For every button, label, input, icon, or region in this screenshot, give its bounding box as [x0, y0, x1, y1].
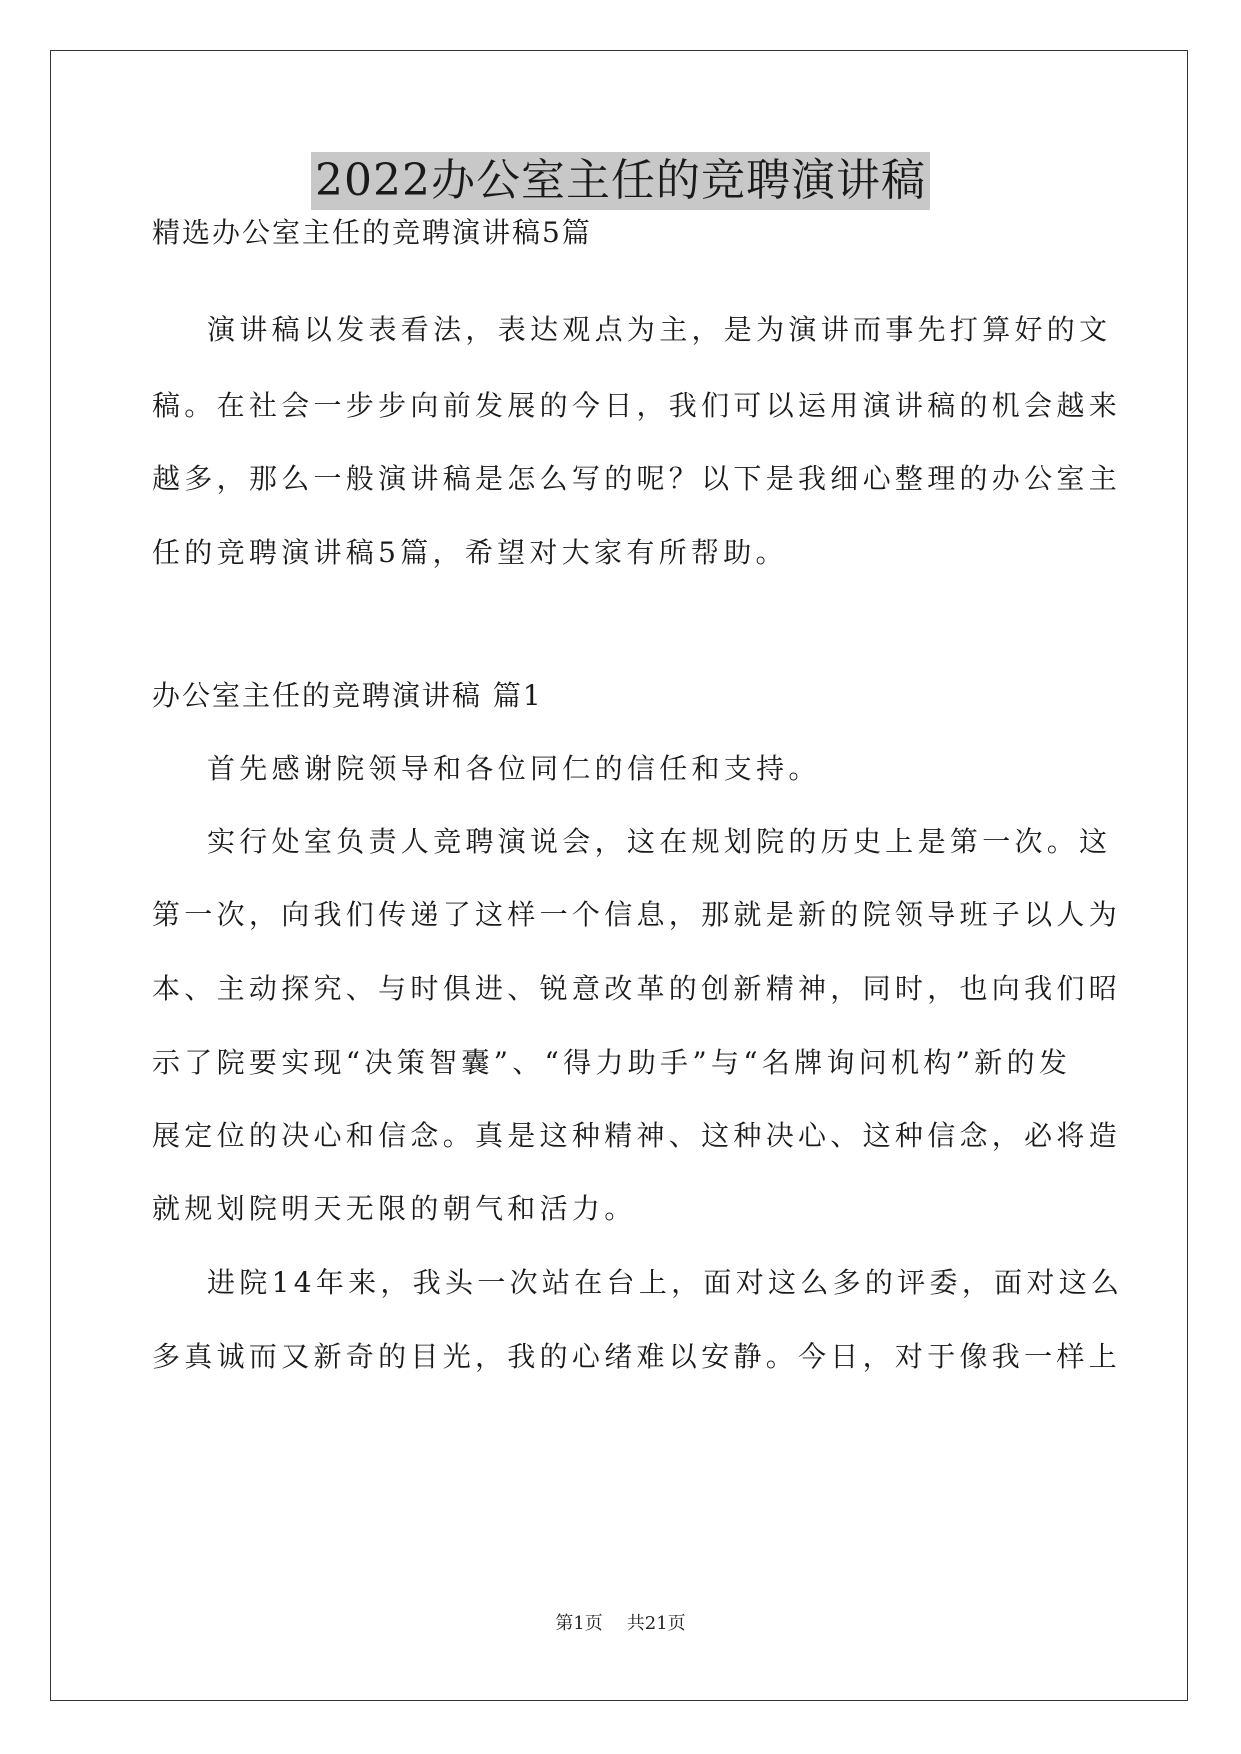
intro-line: 稿。在社会一步步向前发展的今日，我们可以运用演讲稿的机会越来	[152, 389, 1122, 422]
intro-line: 演讲稿以发表看法，表达观点为主，是为演讲而事先打算好的文	[207, 313, 1112, 346]
page-border	[50, 50, 1188, 1701]
body-line: 展定位的决心和信念。真是这种精神、这种决心、这种信念，必将造	[152, 1119, 1122, 1152]
body-line: 多真诚而又新奇的目光，我的心绪难以安静。今日，对于像我一样上	[152, 1340, 1122, 1373]
body-line: 实行处室负责人竞聘演说会，这在规划院的历史上是第一次。这	[207, 825, 1112, 858]
body-line: 进院14年来，我头一次站在台上，面对这么多的评委，面对这么	[207, 1266, 1124, 1299]
section-heading: 办公室主任的竞聘演讲稿 篇1	[152, 679, 543, 712]
page-number: 第1页	[555, 1613, 603, 1634]
body-line: 第一次，向我们传递了这样一个信息，那就是新的院领导班子以人为	[152, 898, 1122, 931]
intro-line: 越多，那么一般演讲稿是怎么写的呢？以下是我细心整理的办公室主	[152, 462, 1122, 495]
intro-line: 任的竞聘演讲稿5篇，希望对大家有所帮助。	[152, 536, 788, 569]
body-line: 本、主动探究、与时俱进、锐意改革的创新精神，同时，也向我们昭	[152, 972, 1122, 1005]
page-footer	[0, 1611, 1241, 1637]
body-line: 示了院要实现“决策智囊”、“得力助手”与“名牌询问机构”新的发	[152, 1046, 1072, 1079]
body-line: 就规划院明天无限的朝气和活力。	[152, 1192, 637, 1225]
page-total: 共21页	[626, 1613, 686, 1634]
document-title: 2022办公室主任的竞聘演讲稿	[311, 152, 930, 210]
document-subtitle: 精选办公室主任的竞聘演讲稿5篇	[152, 216, 592, 249]
title-container	[0, 152, 1241, 210]
body-line: 首先感谢院领导和各位同仁的信任和支持。	[207, 752, 821, 785]
